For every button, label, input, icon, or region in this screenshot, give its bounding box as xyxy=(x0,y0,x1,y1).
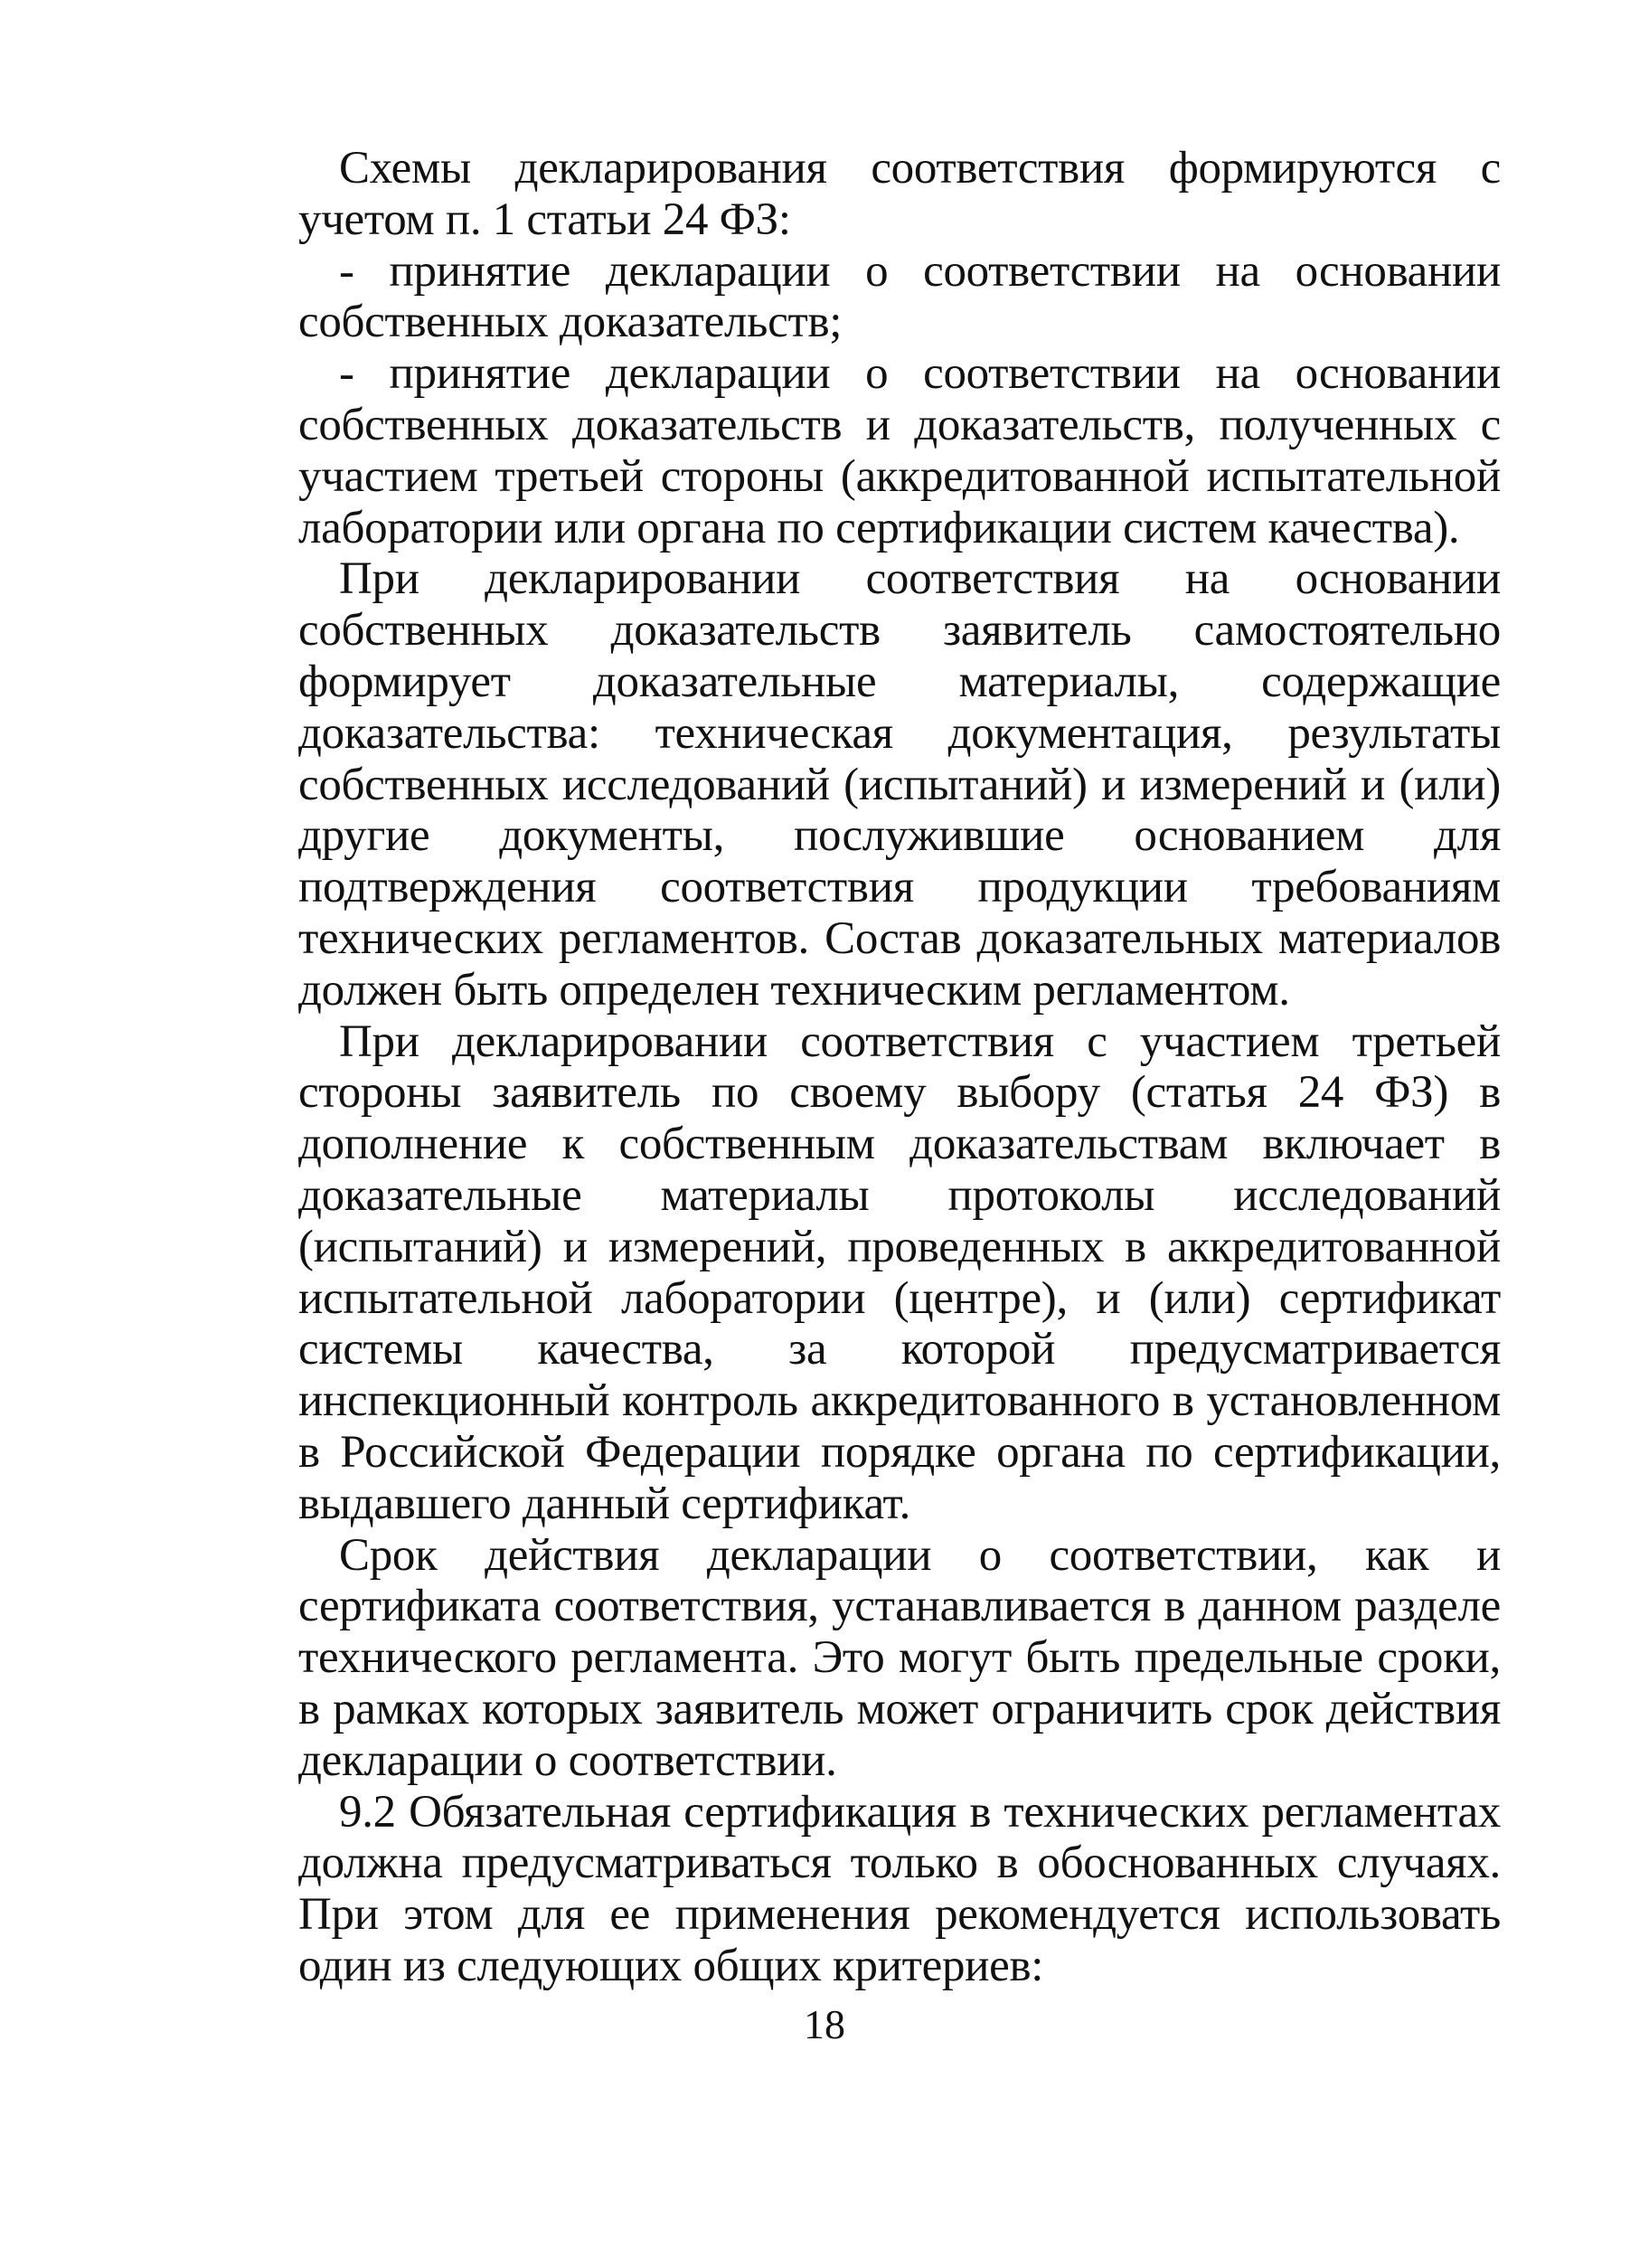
paragraph-third-party-declaration: При декларировании соответствия с участием третьей стороны заявитель по своему выбору (статья 24 ФЗ) в дополнение к собственным доказательствам включает в доказательные материалы протоколы исследований (испытаний) и измерений, проведенных в аккредитованной испытательной лаборатории (центре), и (или) сертификат системы качества, за которой предусматривается инспекционный контроль аккредитованного в установленном в Российской Федерации порядке органа по сертификации, выдавшего данный сертификат. xyxy=(298,1016,1501,1529)
list-item-own-evidence: - принятие декларации о соответствии на основании собственных доказательств; xyxy=(298,245,1501,348)
paragraph-mandatory-certification: 9.2 Обязательная сертификация в технических регламентах должна предусматриваться только в обоснованных случаях. При этом для ее применения рекомендуется использовать один из следующих общих критериев: xyxy=(298,1786,1501,1991)
paragraph-schemes-intro: Схемы декларирования соответствия формируются с учетом п. 1 статьи 24 ФЗ: xyxy=(298,143,1501,245)
list-item-third-party-evidence: - принятие декларации о соответствии на основании собственных доказательств и доказательств, полученных с участием третьей стороны (аккредитованной испытательной лаборатории или органа по сертификации систем качества). xyxy=(298,348,1501,553)
paragraph-own-evidence-declaration: При декларировании соответствия на основании собственных доказательств заявитель самостоятельно формирует доказательные материалы, содержащие доказательства: техническая документация, результаты собственных исследований (испытаний) и измерений и (или) другие документы, послужившие основанием для подтверждения соответствия продукции требованиям технических регламентов. Состав доказательных материалов должен быть определен техническим регламентом. xyxy=(298,553,1501,1016)
body-text xyxy=(298,143,1501,1992)
paragraph-validity-period: Срок действия декларации о соответствии, как и сертификата соответствия, устанавливается в данном разделе технического регламента. Это могут быть предельные сроки, в рамках которых заявитель может ограничить срок действия декларации о соответствии. xyxy=(298,1529,1501,1786)
page-number: 18 xyxy=(804,2001,845,2047)
